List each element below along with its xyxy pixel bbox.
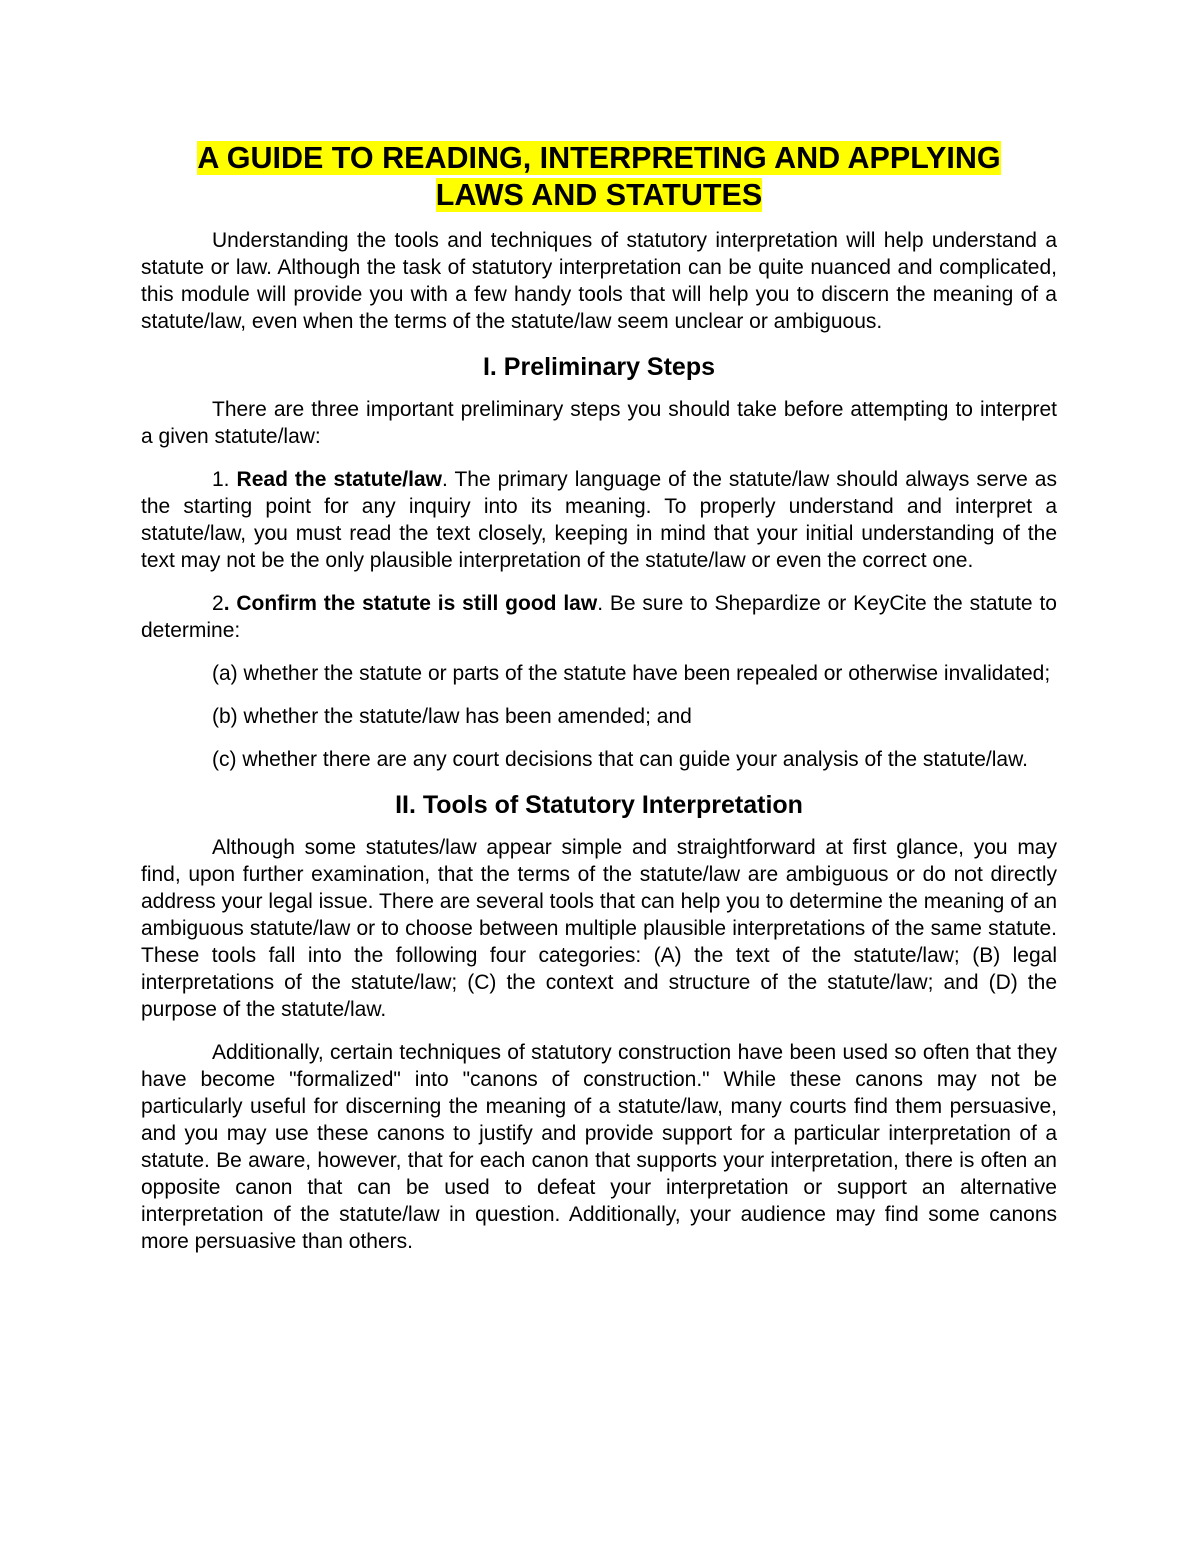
section-heading-tools: II. Tools of Statutory Interpretation (395, 791, 803, 819)
sub-item-c: (c) whether there are any court decisions that can guide your analysis of the statute/law. (212, 748, 1028, 771)
tools-paragraph-1: Although some statutes/law appear simple and straightforward at first glance, you may find, upon further examination, that the terms of the statute/law are ambiguous or do not directly address your legal issue. There are several tools that can help you to determine the meaning of an ambiguous statute/law or to choose between multiple plausible interpretations of the same statute. These tools fall into the following four categories: (A) the text of the statute/law; (B) legal interpretations of the statute/law; (C) the context and structure of the statute/law; and (D) the purpose of the statute/law. (141, 836, 1057, 1021)
step-2-paragraph (141, 590, 1057, 644)
step-2-bold-label: . Confirm the statute is still good law (223, 592, 598, 615)
section-heading-preliminary-steps: I. Preliminary Steps (482, 353, 716, 381)
step-1-number: 1. (212, 468, 237, 491)
step-1-paragraph (141, 466, 1057, 574)
sub-item-b: (b) whether the statute/law has been amended; and (212, 705, 692, 728)
title-line-2: LAWS AND STATUTES (435, 178, 763, 212)
step-2-number: 2 (212, 592, 224, 615)
step-1-bold-label: Read the statute/law (236, 468, 442, 491)
document-title (141, 140, 1057, 214)
tools-paragraph-2: Additionally, certain techniques of statutory construction have been used so often that they have become "formalized" into "canons of construction." While these canons may not be particularly useful for discerning the meaning of a statute/law, many courts find them persuasive, and you may use these canons to justify and provide support for a particular interpretation of a statute. Be aware, however, that for each canon that supports your interpretation, there is often an opposite canon that can be used to defeat your interpretation or support an alternative interpretation of the statute/law in question. Additionally, your audience may find some canons more persuasive than others. (141, 1041, 1057, 1253)
title-line-1: A GUIDE TO READING, INTERPRETING AND APPLYING (197, 141, 1001, 175)
intro-paragraph: Understanding the tools and techniques of statutory interpretation will help understand a statute or law. Although the task of statutory interpretation can be quite nuanced and complicated, this module will provide you with a few handy tools that will help you to discern the meaning of a statute/law, even when the terms of the statute/law seem unclear or ambiguous. (141, 229, 1057, 333)
step-2-text: . Be sure to Shepardize or KeyCite the statute to determine: (141, 592, 1057, 642)
preliminary-lead-paragraph: There are three important preliminary steps you should take before attempting to interpret a given statute/law: (141, 398, 1057, 448)
step-1-text: . The primary language of the statute/law should always serve as the starting point for any inquiry into its meaning. To properly understand and interpret a statute/law, you must read the text closely, keeping in mind that your initial understanding of the text may not be the only plausible interpretation of the statute/law or even the correct one. (141, 468, 1057, 572)
document-body (141, 140, 1057, 1255)
sub-item-a: (a) whether the statute or parts of the statute have been repealed or otherwise invalidated; (212, 662, 1051, 685)
